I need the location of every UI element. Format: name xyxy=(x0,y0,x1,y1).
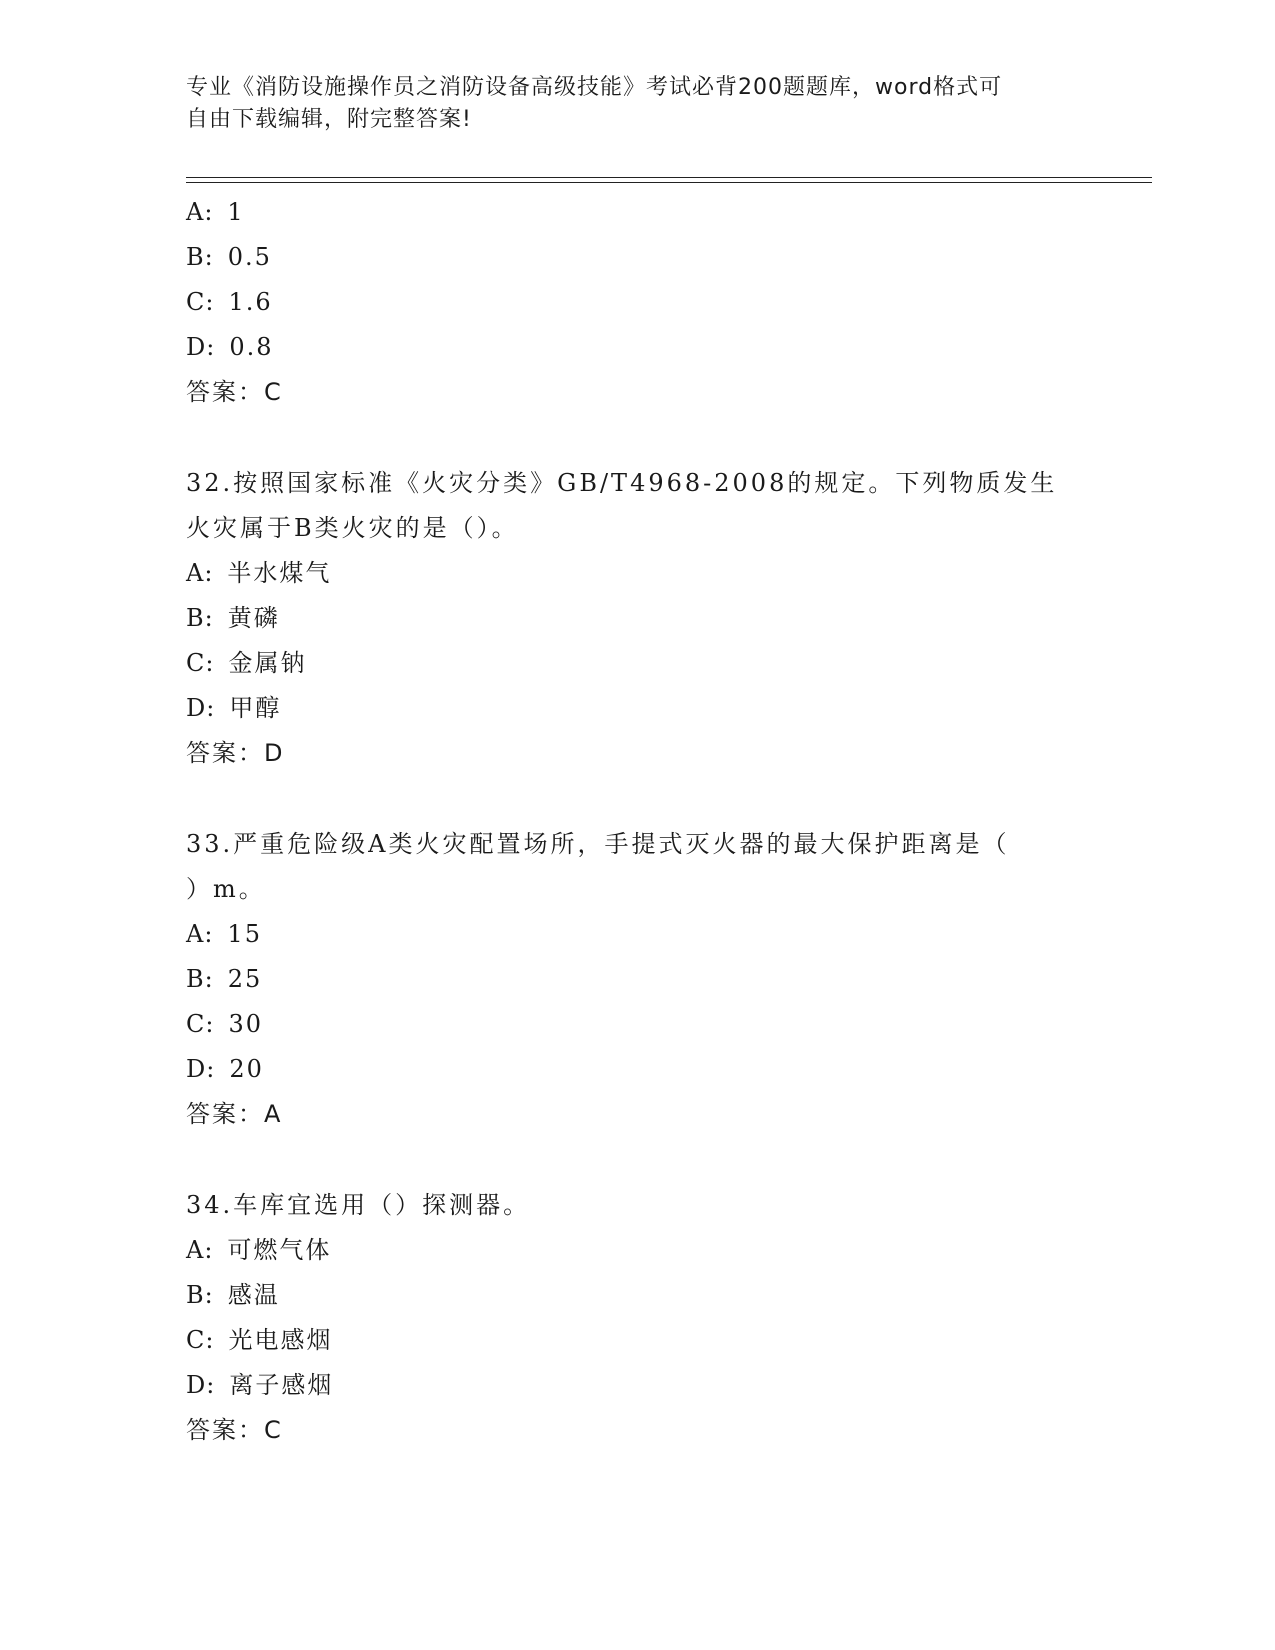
option-label: A: xyxy=(186,920,214,948)
question-31-block xyxy=(186,190,1086,415)
answer-line: 答案：A xyxy=(186,1100,283,1128)
option-label: A: xyxy=(186,1236,214,1264)
option-c xyxy=(186,280,1086,325)
question-line-1: 33.严重危险级A类火灾配置场所，手提式灭火器的最大保护距离是（ xyxy=(186,830,1010,858)
question-33-block xyxy=(186,822,1086,1137)
option-label: C: xyxy=(186,1326,215,1354)
option-label: B: xyxy=(186,243,214,271)
answer-line: 答案：D xyxy=(186,739,285,767)
option-value: 光电感烟 xyxy=(228,1326,333,1354)
option-d xyxy=(186,325,1086,370)
option-c xyxy=(186,641,1086,686)
option-value: 金属钠 xyxy=(228,649,307,677)
option-b xyxy=(186,957,1086,1002)
question-line-1: 32.按照国家标准《火灾分类》GB/T4968-2008的规定。下列物质发生 xyxy=(186,469,1058,497)
question-34-block xyxy=(186,1183,1086,1453)
option-label: C: xyxy=(186,288,215,316)
option-a xyxy=(186,190,1086,235)
header-divider-bottom xyxy=(186,182,1152,183)
option-label: D: xyxy=(186,1055,216,1083)
option-label: A: xyxy=(186,198,214,226)
spacer xyxy=(186,1137,1086,1183)
question-32-block xyxy=(186,461,1086,776)
option-value: 20 xyxy=(229,1055,264,1083)
answer-line: 答案：C xyxy=(186,1416,283,1444)
question-text xyxy=(186,461,1066,551)
option-label: D: xyxy=(186,1371,216,1399)
option-label: A: xyxy=(186,559,214,587)
option-value: 15 xyxy=(227,920,262,948)
document-header xyxy=(186,72,1066,136)
option-label: D: xyxy=(186,333,216,361)
header-line-1: 专业《消防设施操作员之消防设备高级技能》考试必背200题题库，word格式可 xyxy=(186,75,1003,100)
option-a xyxy=(186,912,1086,957)
option-a xyxy=(186,551,1086,596)
question-text xyxy=(186,822,1066,912)
option-a xyxy=(186,1228,1086,1273)
option-b xyxy=(186,1273,1086,1318)
option-label: C: xyxy=(186,1010,215,1038)
question-line-2: 火灾属于B类火灾的是（）。 xyxy=(186,514,519,542)
option-value: 25 xyxy=(227,965,263,993)
question-text xyxy=(186,1183,1066,1228)
option-b xyxy=(186,596,1086,641)
option-value: 半水煤气 xyxy=(227,559,332,587)
option-d xyxy=(186,1363,1086,1408)
option-c xyxy=(186,1002,1086,1047)
option-label: B: xyxy=(186,1281,214,1309)
question-line-1: 34.车库宜选用（）探测器。 xyxy=(186,1191,531,1219)
spacer xyxy=(186,776,1086,822)
option-label: D: xyxy=(186,694,216,722)
header-line-2: 自由下载编辑，附完整答案! xyxy=(186,107,472,132)
option-value: 1 xyxy=(227,198,245,226)
option-value: 甲醇 xyxy=(229,694,282,722)
option-label: B: xyxy=(186,965,214,993)
option-d xyxy=(186,1047,1086,1092)
option-value: 1.6 xyxy=(228,288,273,316)
option-b xyxy=(186,235,1086,280)
option-value: 离子感烟 xyxy=(229,1371,334,1399)
option-value: 可燃气体 xyxy=(227,1236,332,1264)
option-value: 感温 xyxy=(227,1281,280,1309)
question-list xyxy=(186,190,1086,1453)
option-c xyxy=(186,1318,1086,1363)
option-value: 黄磷 xyxy=(227,604,280,632)
header-divider-top xyxy=(186,177,1152,178)
option-label: C: xyxy=(186,649,215,677)
option-label: B: xyxy=(186,604,214,632)
spacer xyxy=(186,415,1086,461)
answer-line: 答案：C xyxy=(186,378,283,406)
option-value: 0.5 xyxy=(227,243,272,271)
option-value: 0.8 xyxy=(229,333,274,361)
option-value: 30 xyxy=(228,1010,263,1038)
question-line-2: ）m。 xyxy=(186,875,266,903)
option-d xyxy=(186,686,1086,731)
